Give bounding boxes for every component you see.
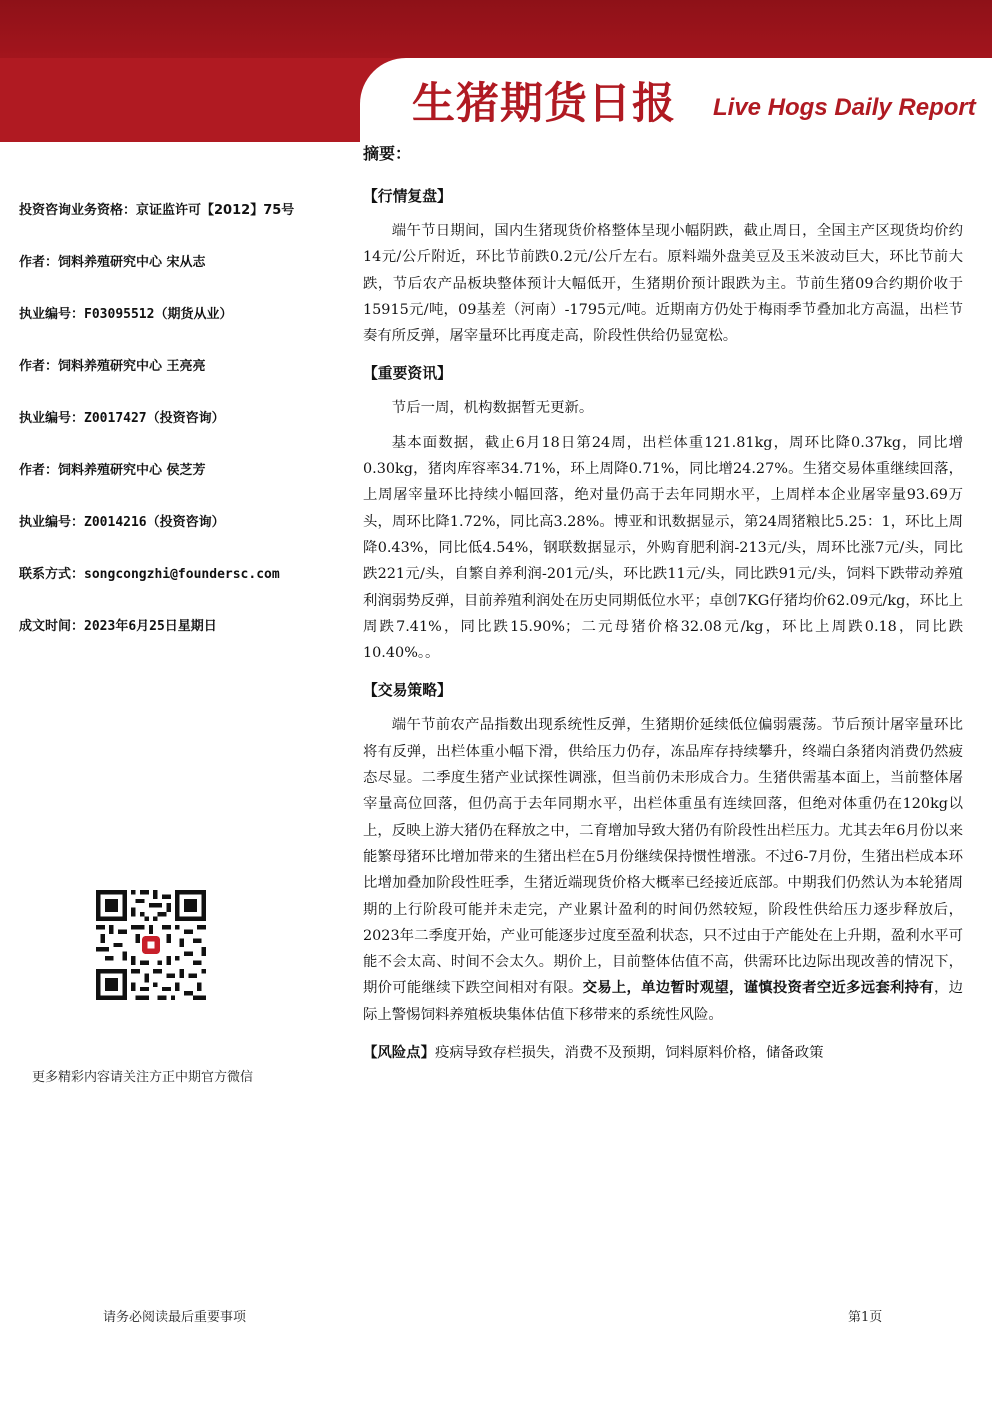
license-line-1 — [19, 302, 339, 354]
date-value: 2023年6月25日星期日 — [84, 619, 217, 634]
license-label: 执业编号： — [19, 411, 85, 426]
author-value: 饲料养殖研究中心 侯芝芳 — [58, 463, 206, 478]
contact-line — [19, 562, 339, 614]
author-value: 饲料养殖研究中心 王亮亮 — [58, 359, 206, 374]
strategy-recommendation: 交易上，单边暂时观望，谨慎投资者空近多远套利持有 — [582, 979, 934, 997]
footer-disclaimer: 请务必阅读最后重要事项 — [103, 1310, 247, 1325]
author-label: 作者： — [19, 463, 59, 478]
section-head-strategy: 【交易策略】 — [363, 682, 452, 700]
sidebar-info — [19, 198, 339, 666]
author-line-1 — [19, 250, 339, 302]
wechat-qr-code — [96, 890, 206, 1000]
author-line-2 — [19, 354, 339, 406]
qualification-value: 京证监许可【2012】75号 — [136, 203, 295, 218]
license-label: 执业编号： — [19, 307, 85, 322]
abstract-label: 摘要： — [363, 144, 412, 163]
strategy-text-tail: ，边际上警惕饲料养殖板块集体估值下移带来的系统性风险。 — [363, 980, 963, 1023]
section-head-news: 【重要资讯】 — [363, 365, 452, 383]
license-line-2 — [19, 406, 339, 458]
license-value: Z0014216（投资咨询） — [84, 515, 225, 530]
report-title-cn: 生猪期货日报 — [412, 79, 676, 129]
contact-label: 联系方式： — [19, 567, 85, 582]
strategy-paragraph — [363, 712, 963, 1028]
author-line-3 — [19, 458, 339, 510]
license-value: F03095512（期货从业） — [84, 307, 233, 322]
news-paragraph-2: 基本面数据，截止6月18日第24周，出栏体重121.81kg，周环比降0.37kg，同比增0.30kg，猪肉库容率34.71%，环上周降0.71%，同比增24.27%。生猪交易体重继续回落，上周屠宰量环比持续小幅回落，绝对量仍高于去年同期水平，上周样本企业屠宰量93.69万头，周环比降1.72%，同比高3.28%。博亚和讯数据显示，第24周猪粮比5.25：1，环比上周降0.43%，同比低4.54%，钢联数据显示，外购育肥利润-213元/头，周环比涨7元/头，同比跌221元/头，自繁自养利润-201元/头，环比跌11元/头，同比跌91元/头，饲料下跌带动养殖利润弱势反弹，目前养殖利润处在历史同期低位水平；卓创7KG仔猪均价62.09元/kg，环比上周跌7.41%，同比跌15.90%；二元母猪价格32.08元/kg，环比上周跌0.18，同比跌10.40%。。 — [363, 434, 963, 662]
contact-email[interactable]: songcongzhi@foundersc.com — [84, 567, 280, 582]
section-head-review: 【行情复盘】 — [363, 188, 452, 205]
section-head-risk: 【风险点】 — [363, 1044, 435, 1062]
author-value: 饲料养殖研究中心 宋从志 — [58, 255, 206, 270]
main-content — [363, 142, 963, 1066]
license-label: 执业编号： — [19, 515, 85, 530]
date-line — [19, 614, 339, 666]
qualification-label: 投资咨询业务资格： — [19, 203, 137, 218]
risk-text: 疫病导致存栏损失，消费不及预期，饲料原料价格，储备政策 — [434, 1045, 824, 1062]
license-value: Z0017427（投资咨询） — [84, 411, 225, 426]
date-label: 成文时间： — [19, 619, 85, 634]
strategy-text: 端午节前农产品指数出现系统性反弹，生猪期价延续低位偏弱震荡。节后预计屠宰量环比将有反弹，出栏体重小幅下滑，供给压力仍存，冻品库存持续攀升，终端白条猪肉消费仍然疲态尽显。二季度生猪产业试探性调涨，但当前仍未形成合力。生猪供需基本面上，当前整体屠宰量高位回落，但仍高于去年同期水平，出栏体重虽有连续回落，但绝对体重仍在120kg以上，反映上游大猪仍在释放之中，二育增加导致大猪仍有阶段性出栏压力。尤其去年6月份以来能繁母猪环比增加带来的生猪出栏在5月份继续保持惯性增涨。不过6-7月份，生猪出栏成本环比增加叠加阶段性旺季，生猪近端现货价格大概率已经接近底部。中期我们仍然认为本轮猪周期的上行阶段可能并未走完，产业累计盈利的时间仍然较短，阶段性供给压力逐步释放后，2023年二季度开始，产业可能逐步过度至盈利状态，只不过由于产能处在上升期，盈利水平可能不会太高、时间不会太久。期价上，目前整体估值不高，供需环比边际出现改善的情况下，期价可能继续下跌空间相对有限。 — [363, 717, 963, 997]
author-label: 作者： — [19, 255, 59, 270]
qr-caption: 更多精彩内容请关注方正中期官方微信 — [32, 1070, 254, 1085]
report-title-en: Live Hogs Daily Report — [713, 94, 976, 121]
footer-page-number: 第1页 — [848, 1310, 883, 1325]
license-line-3 — [19, 510, 339, 562]
header-top-strip — [0, 0, 992, 58]
author-label: 作者： — [19, 359, 59, 374]
review-paragraph: 端午节日期间，国内生猪现货价格整体呈现小幅阴跌，截止周日，全国主产区现货均价约14元/公斤附近，环比节前跌0.2元/公斤左右。原料端外盘美豆及玉米波动巨大，环比节前大跌，节后农产品板块整体预计大幅低开，生猪期价预计跟跌为主。节前生猪09合约期价收于15915元/吨，09基差（河南）-1795元/吨。近期南方仍处于梅雨季节叠加北方高温，出栏节奏有所反弹，屠宰量环比再度走高，阶段性供给仍显宽松。 — [363, 223, 963, 345]
qualification-line — [19, 198, 339, 250]
risk-line — [363, 1040, 963, 1066]
news-paragraph-1: 节后一周，机构数据暂无更新。 — [391, 400, 594, 417]
